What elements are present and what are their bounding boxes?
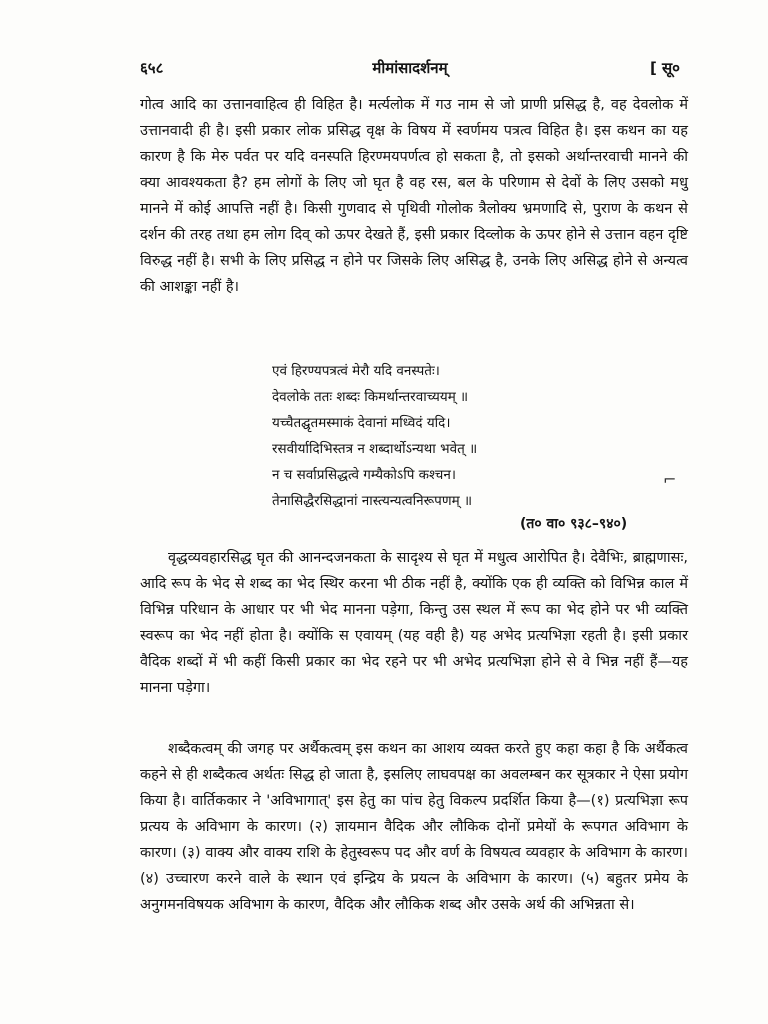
verse-line: तेनासिद्धैरसिद्धानां नास्त्यन्यत्वनिरूपणम् ॥ bbox=[272, 493, 473, 509]
verse-citation: (त० वा० ९३८–९४०) bbox=[520, 516, 628, 532]
verse-line: एवं हिरण्यपत्रत्वं मेरौ यदि वनस्पतेः। bbox=[272, 363, 440, 379]
paragraph-2: वृद्धव्यवहारसिद्ध घृत की आनन्दजनकता के सादृश्य से घृत में मधुत्व आरोपित है। देवैभिः, ब्राह्मणासः, आदि रूप के भेद से शब्द का भेद स्थिर करना भी ठीक नहीं है, क्योंकि एक ही व्यक्ति को विभिन्न काल में विभिन्न परिधान के आधार पर भी भेद मानना पड़ेगा, किन्तु उस स्थल में रूप का भेद होने पर भी व्यक्ति स्वरूप का भेद नहीं होता है। क्योंकि स एवायम् (यह वही है) यह अभेद प्रत्यभिज्ञा रहती है। इसी प्रकार वैदिक शब्दों में भी कहीं किसी प्रकार का भेद रहने पर भी अभेद प्रत्यभिज्ञा होने से वे भिन्न नहीं हैं—यह मानना पड़ेगा। bbox=[140, 550, 688, 696]
paragraph-3: शब्दैकत्वम् की जगह पर अर्थैकत्वम् इस कथन का आशय व्यक्त करते हुए कहा कहा है कि अर्थैकत्व कहने से ही शब्दैकत्व अर्थतः सिद्ध हो जाता है, इसलिए लाघवपक्ष का अवलम्बन कर सूत्रकार ने ऐसा प्रयोग किया है। वार्तिककार ने 'अविभागात्' इस हेतु का पांच हेतु विकल्प प्रदर्शित किया है—(१) प्रत्यभिज्ञा रूप प्रत्यय के अविभाग के कारण। (२) ज्ञायमान वैदिक और लौकिक दोनों प्रमेयों के रूपगत अविभाग के कारण। (३) वाक्य और वाक्य राशि के हेतुस्वरूप पद और वर्ण के विषयत्व व्यवहार के अविभाग के कारण। (४) उच्चारण करने वाले के स्थान एवं इन्द्रिय के प्रयत्न के अविभाग के कारण। (५) बहुतर प्रमेय के अनुगमनविषयक अविभाग के कारण, वैदिक और लौकिक शब्द और उसके अर्थ की अभिन्नता से। bbox=[140, 741, 688, 913]
margin-mark: ⌐ bbox=[663, 470, 677, 489]
page-number: ६५८ bbox=[140, 59, 164, 77]
verse-line: न च सर्वाप्रसिद्धत्वे गम्यैकोऽपि कश्चन। bbox=[272, 467, 456, 483]
verse-line: रसवीर्यादिभिस्तत्र न शब्दार्थोऽन्यथा भवेत् ॥ bbox=[272, 441, 478, 457]
paragraph-1: गोत्व आदि का उत्तानवाहित्व ही विहित है। मर्त्यलोक में गउ नाम से जो प्राणी प्रसिद्ध है, वह देवलोक में उत्तानवादी ही है। इसी प्रकार लोक प्रसिद्ध वृक्ष के विषय में स्वर्णमय पत्रत्व विहित है। इस कथन का यह कारण है कि मेरु पर्वत पर यदि वनस्पति हिरण्मयपर्णत्व हो सकता है, तो इसको अर्थान्तरवाची मानने की क्या आवश्यकता है? हम लोगों के लिए जो घृत है वह रस, बल के परिणाम से देवों के लिए उसको मधु मानने में कोई आपत्ति नहीं है। किसी गुणवाद से पृथिवी गोलोक त्रैलोक्य भ्रमणादि से, पुराण के कथन से दर्शन की तरह तथा हम लोग दिव् को ऊपर देखते हैं, इसी प्रकार दिव्लोक के ऊपर होने से उत्तान वहन दृष्टि विरुद्ध नहीं है। सभी के लिए प्रसिद्ध न होने पर जिसके लिए असिद्ध है, उनके लिए असिद्ध होने से अन्यत्व की आशङ्का नहीं है। bbox=[140, 97, 688, 295]
running-title: मीमांसादर्शनम् bbox=[372, 59, 448, 77]
verse-line: यच्चैतद्घृतमस्माकं देवानां मध्विदं यदि। bbox=[272, 415, 451, 431]
verse-line: देवलोके ततः शब्दः किमर्थान्तरवाच्ययम् ॥ bbox=[272, 389, 469, 405]
sutra-marker: [ सू० bbox=[649, 59, 680, 77]
page-header bbox=[140, 58, 680, 84]
verse-block bbox=[272, 358, 602, 514]
